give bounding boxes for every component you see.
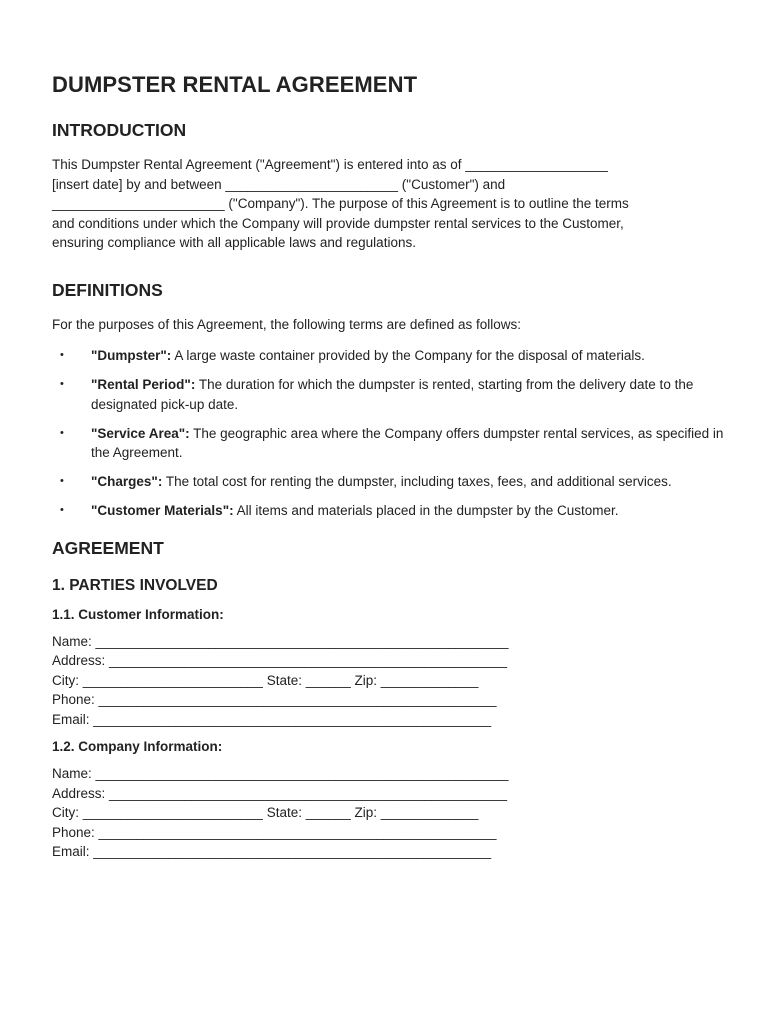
company-phone-field[interactable]: Phone: _____________________________________________________: [52, 824, 497, 840]
company-city-state-zip-field[interactable]: City: ________________________ State: ______ Zip: _____________: [52, 805, 479, 820]
definition-text: A large waste container provided by the Company for the disposal of materials.: [171, 348, 645, 363]
customer-info-fields: [52, 632, 718, 730]
customer-address-field[interactable]: Address: _____________________________________________________: [52, 653, 507, 668]
list-item: [52, 346, 727, 366]
definitions-list: [52, 346, 724, 521]
definition-text: The geographic area where the Company offers dumpster rental services, as specified in the Agreement.: [91, 425, 724, 460]
definition-term: "Rental Period":: [91, 377, 196, 392]
bullet-icon: •: [60, 426, 64, 439]
document-title: DUMPSTER RENTAL AGREEMENT: [52, 72, 418, 97]
bullet-icon: •: [60, 349, 64, 361]
definitions-intro: For the purposes of this Agreement, the following terms are defined as follows:: [52, 316, 521, 332]
intro-line: ensuring compliance with all applicable laws and regulations.: [52, 235, 416, 250]
bullet-icon: •: [60, 378, 64, 390]
definition-text: The duration for which the dumpster is rented, starting from the delivery date to the designated pick-up date.: [91, 377, 694, 412]
definition-term: "Dumpster":: [91, 348, 172, 363]
list-item: [52, 424, 727, 463]
customer-info-heading: 1.1. Customer Information:: [52, 606, 224, 622]
intro-line: _______________________ ("Company"). The purpose of this Agreement is to outline the terms: [52, 196, 629, 211]
intro-line: and conditions under which the Company will provide dumpster rental services to the Customer,: [52, 215, 624, 231]
agreement-heading: AGREEMENT: [52, 537, 164, 558]
customer-email-field[interactable]: Email: _____________________________________________________: [52, 711, 492, 727]
intro-line: [insert date] by and between _______________________ ("Customer") and: [52, 176, 506, 192]
list-item: [52, 375, 727, 414]
bullet-icon: •: [60, 475, 64, 487]
customer-name-field[interactable]: Name: _______________________________________________________: [52, 633, 509, 649]
parties-involved-heading: 1. PARTIES INVOLVED: [52, 576, 218, 594]
intro-line: This Dumpster Rental Agreement ("Agreement") is entered into as of ___________________: [52, 157, 608, 172]
company-email-field[interactable]: Email: _____________________________________________________: [52, 844, 492, 859]
introduction-heading: INTRODUCTION: [52, 120, 187, 140]
customer-phone-field[interactable]: Phone: _____________________________________________________: [52, 692, 497, 707]
introduction-paragraph: [52, 155, 718, 253]
definition-term: "Service Area":: [91, 425, 190, 441]
company-name-field[interactable]: Name: _______________________________________________________: [52, 766, 509, 781]
bullet-icon: •: [60, 504, 64, 516]
company-address-field[interactable]: Address: _____________________________________________________: [52, 785, 507, 801]
definition-term: "Charges":: [91, 474, 163, 489]
definitions-heading: DEFINITIONS: [52, 279, 163, 300]
definition-text: The total cost for renting the dumpster, including taxes, fees, and additional services.: [162, 474, 672, 489]
company-info-heading: 1.2. Company Information:: [52, 739, 223, 754]
definition-text: All items and materials placed in the dumpster by the Customer.: [233, 503, 619, 518]
definition-term: "Customer Materials":: [91, 503, 234, 518]
customer-city-state-zip-field[interactable]: City: ________________________ State: ______ Zip: _____________: [52, 672, 479, 688]
list-item: [52, 501, 727, 521]
company-info-fields: [52, 764, 718, 862]
list-item: [52, 472, 727, 492]
